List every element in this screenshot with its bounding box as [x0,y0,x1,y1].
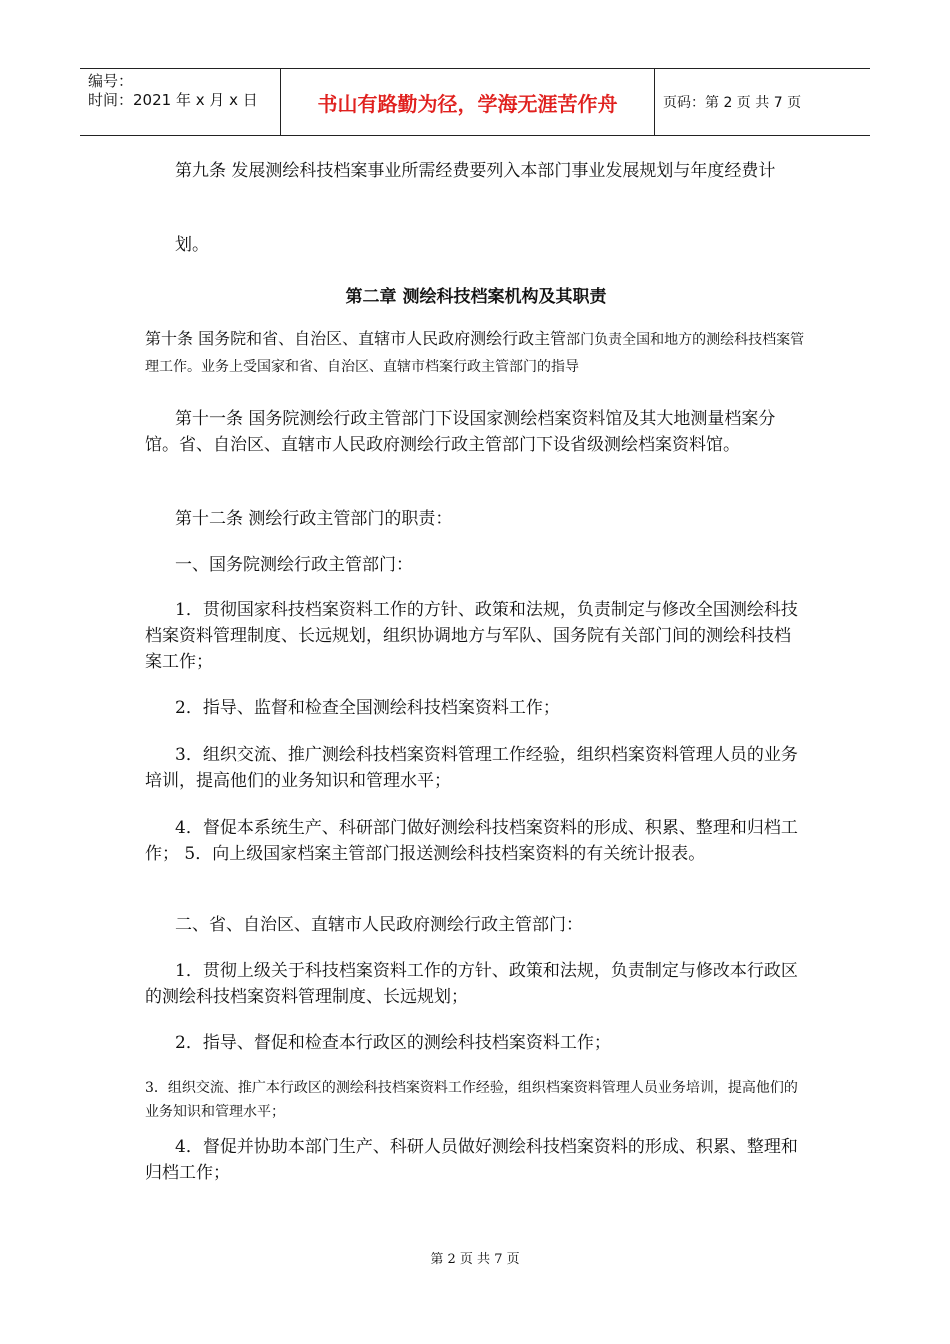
section-1-items-4-5: 4．督促本系统生产、科研部门做好测绘科技档案资料的形成、积累、整理和归档工作； 5．向上级国家档案主管部门报送测绘科技档案资料的有关统计报表。 [145,818,798,864]
section-1-item-2: 2．指导、监督和检查全国测绘科技档案资料工作； [175,698,560,718]
section-2-item-3: 3．组织交流、推广本行政区的测绘科技档案资料工作经验，组织档案资料管理人员业务培训，提高他们的业务知识和管理水平； [145,1080,798,1120]
document-number: 编号： [88,72,134,90]
section-1-heading: 一、国务院测绘行政主管部门： [175,555,413,575]
article-10 [145,326,807,380]
header-table [80,68,870,136]
document-time: 时间：2021 年 x 月 x 日 [88,91,258,109]
section-2-item-4: 4．督促并协助本部门生产、科研人员做好测绘科技档案资料的形成、积累、整理和归档工作； [145,1137,798,1183]
section-2-item-2: 2．指导、督促和检查本行政区的测绘科技档案资料工作； [175,1033,611,1053]
article-10-part1: 第十条 国务院和省、自治区、直辖市人民政府测绘行政主管 [145,329,567,348]
header-meta [80,69,281,135]
header-motto: 书山有路勤为径，学海无涯苦作舟 [281,69,655,135]
article-12: 第十二条 测绘行政主管部门的职责： [175,509,453,529]
article-9-continued: 划。 [175,235,209,255]
header-page-info: 页码：第 2 页 共 7 页 [663,95,802,111]
section-2-heading: 二、省、自治区、直辖市人民政府测绘行政主管部门： [175,915,583,935]
article-11: 第十一条 国务院测绘行政主管部门下设国家测绘档案资料馆及其大地测量档案分馆。省、自治区、直辖市人民政府测绘行政主管部门下设省级测绘档案资料馆。 [145,409,776,455]
section-2-item-1: 1．贯彻上级关于科技档案资料工作的方针、政策和法规，负责制定与修改本行政区的测绘科技档案资料管理制度、长远规划； [145,961,798,1007]
section-1-item-3: 3．组织交流、推广测绘科技档案资料管理工作经验，组织档案资料管理人员的业务培训，提高他们的业务知识和管理水平； [145,745,798,791]
article-9: 第九条 发展测绘科技档案事业所需经费要列入本部门事业发展规划与年度经费计 [175,161,776,181]
chapter-heading: 第二章 测绘科技档案机构及其职责 [345,287,607,307]
page-footer: 第 2 页 共 7 页 [430,1252,520,1267]
article-10-part2: 部门负责全国和地方的测绘科技档案管理工作。业务上受国家和省、自治区、直辖市档案行政主管部门的指导 [145,332,805,375]
section-1-item-1: 1．贯彻国家科技档案资料工作的方针、政策和法规，负责制定与修改全国测绘科技档案资料管理制度、长远规划，组织协调地方与军队、国务院有关部门间的测绘科技档案工作； [145,600,798,672]
